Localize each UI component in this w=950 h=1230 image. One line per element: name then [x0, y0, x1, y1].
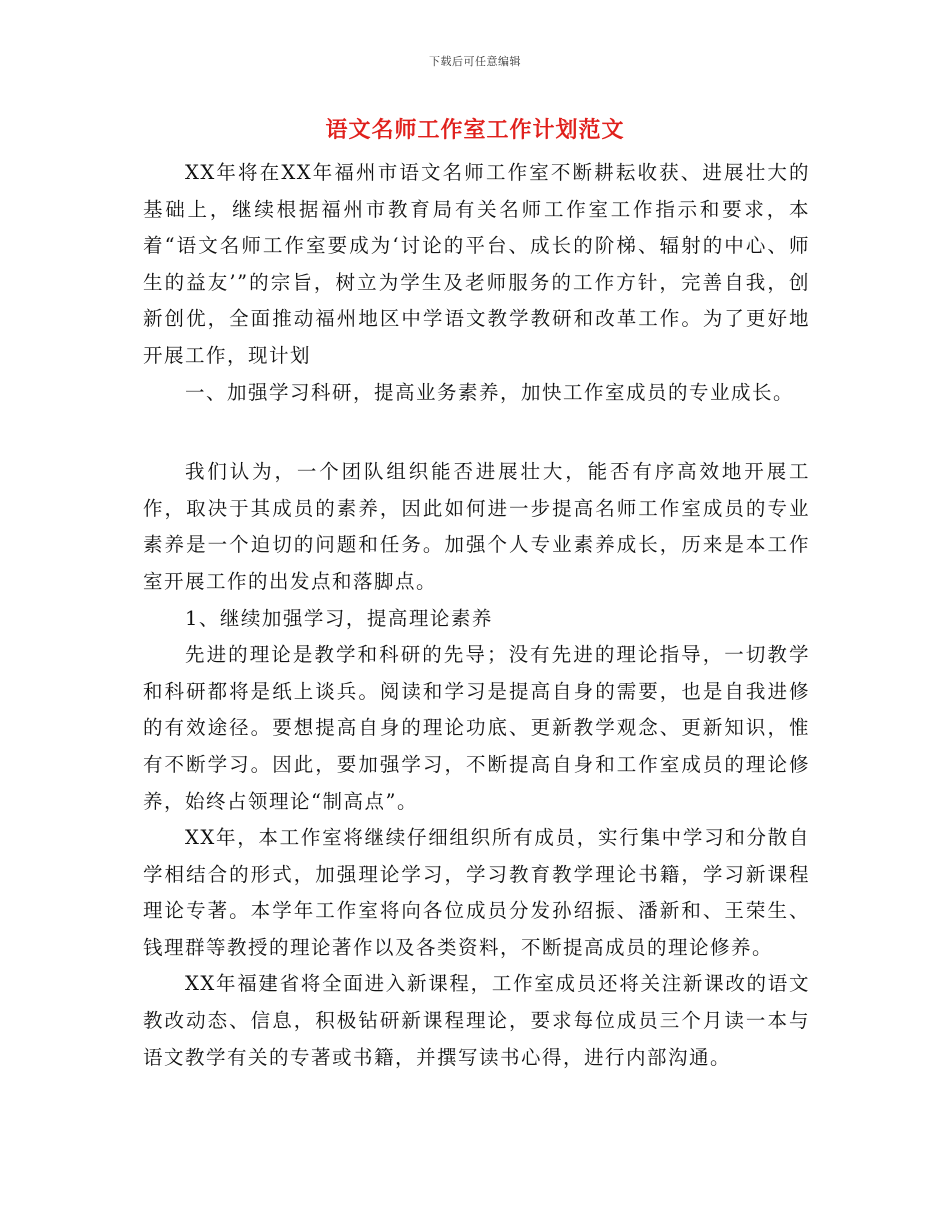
paragraph-theory: 先进的理论是教学和科研的先导；没有先进的理论指导，一切教学和科研都将是纸上谈兵。阅读和学习是提高自身的需要，也是自我进修的有效途径。要想提高自身的理论功底、更新教学观念、更新知识，惟有不断学习。因此，要加强学习，不断提高自身和工作室成员的理论修养，始终占领理论“制高点”。	[143, 643, 810, 813]
document-title: 语文名师工作室工作计划范文	[325, 117, 625, 143]
paragraph-new-curriculum: XX年福建省将全面进入新课程，工作室成员还将关注新课改的语文教改动态、信息，积极钻研新课程理论，要求每位成员三个月读一本与语文教学有关的专著或书籍，并撰写读书心得，进行内部沟通。	[143, 972, 810, 1069]
subheading-1: 1、继续加强学习，提高理论素养	[185, 606, 493, 630]
blank-line	[143, 411, 810, 454]
document-body	[143, 155, 810, 1076]
page-header-note: 下载后可任意编辑	[429, 55, 521, 68]
paragraph-intro: XX年将在XX年福州市语文名师工作室不断耕耘收获、进展壮大的基础上，继续根据福州市教育局有关名师工作室工作指示和要求，本着“语文名师工作室要成为‘讨论的平台、成长的阶梯、辐射的中心、师生的益友’”的宗旨，树立为学生及老师服务的工作方针，完善自我，创新创优，全面推动福州地区中学语文教学教研和改革工作。为了更好地开展工作，现计划	[143, 161, 810, 367]
section-heading-1: 一、加强学习科研，提高业务素养，加快工作室成员的专业成长。	[185, 380, 795, 404]
paragraph-study-plan: XX年，本工作室将继续仔细组织所有成员，实行集中学习和分散自学相结合的形式，加强理论学习，学习教育教学理论书籍，学习新课程理论专著。本学年工作室将向各位成员分发孙绍振、潘新和、王荣生、钱理群等教授的理论著作以及各类资料，不断提高成员的理论修养。	[143, 826, 810, 959]
paragraph-section-1: 我们认为，一个团队组织能否进展壮大，能否有序高效地开展工作，取决于其成员的素养，因此如何进一步提高名师工作室成员的专业素养是一个迫切的问题和任务。加强个人专业素养成长，历来是本工作室开展工作的出发点和落脚点。	[143, 460, 810, 593]
